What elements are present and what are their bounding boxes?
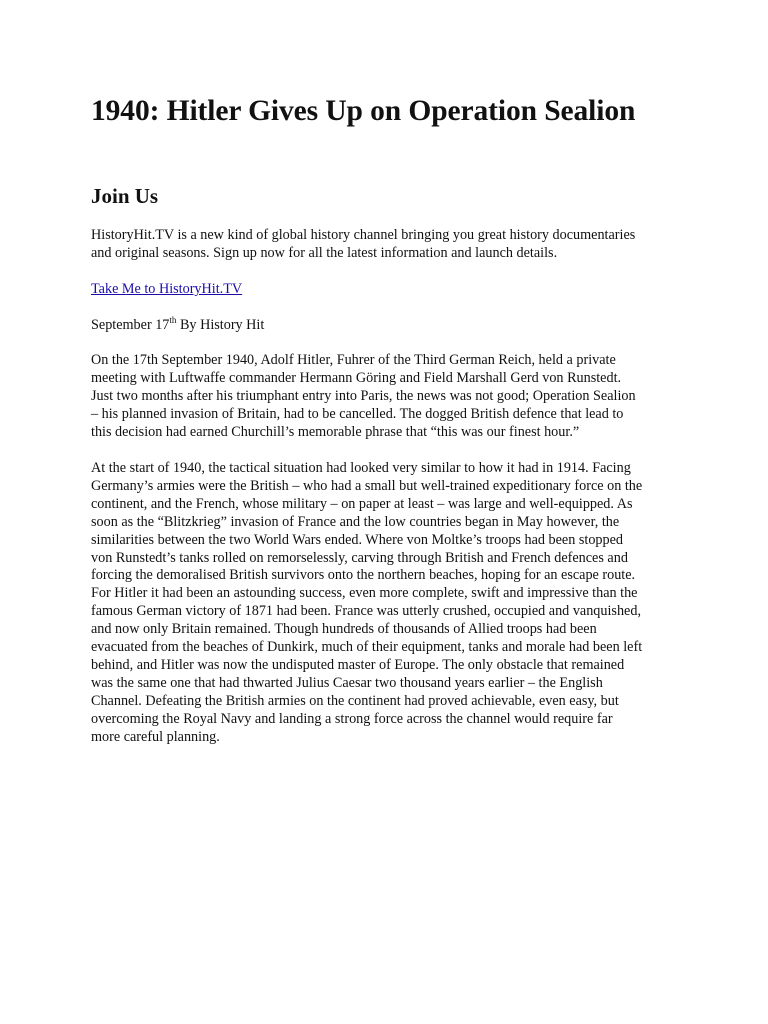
intro-line: and original seasons. Sign up now for all the latest information and launch details. [91, 244, 558, 261]
byline-date-suffix: th [169, 315, 177, 325]
paragraph-line: evacuated from the beaches of Dunkirk, much of their equipment, tanks and morale had been left [91, 639, 643, 656]
link-paragraph [91, 281, 687, 299]
paragraph-line: similarities between the two World Wars ended. Where von Moltke’s troops had been stopped [91, 531, 623, 548]
paragraph-line: von Runstedt’s tanks rolled on remorselessly, carving through British and French defences and [91, 549, 628, 566]
paragraph-line: At the start of 1940, the tactical situation had looked very similar to how it had in 1914. Facing [91, 460, 631, 476]
paragraph-line: behind, and Hitler was now the undisputed master of Europe. The only obstacle that remained [91, 656, 625, 673]
body-paragraph-2 [91, 460, 687, 747]
paragraph-line: Channel. Defeating the British armies on the continent had proved achievable, even easy, but [91, 692, 619, 709]
paragraph-line: this decision had earned Churchill’s memorable phrase that “this was our finest hour.” [91, 423, 580, 440]
paragraph-line: more careful planning. [91, 728, 220, 745]
byline-date: September 17 [91, 317, 170, 333]
paragraph-line: forcing the demoralised British survivors onto the northern beaches, hoping for an escape route. [91, 567, 636, 584]
paragraph-line: and now only Britain remained. Though hundreds of thousands of Allied troops had been [91, 621, 597, 638]
paragraph-line: Just two months after his triumphant entry into Paris, the news was not good; Operation Sealion [91, 387, 636, 404]
byline-author: By History Hit [176, 317, 265, 333]
body-paragraph-1 [91, 352, 687, 442]
paragraph-line: soon as the “Blitzkrieg” invasion of France and the low countries began in May however, the [91, 513, 620, 530]
page-title: 1940: Hitler Gives Up on Operation Sealion [91, 95, 636, 127]
byline [91, 317, 687, 335]
paragraph-line: overcoming the Royal Navy and landing a strong force across the channel would require far [91, 710, 613, 727]
paragraph-line: On the 17th September 1940, Adolf Hitler, Fuhrer of the Third German Reich, held a private [91, 352, 616, 368]
paragraph-line: Germany’s armies were the British – who had a small but well-trained expeditionary force on the [91, 477, 643, 494]
paragraph-line: was the same one that had thwarted Julius Caesar two thousand years earlier – the English [91, 674, 603, 691]
join-us-heading: Join Us [91, 184, 159, 208]
intro-line: HistoryHit.TV is a new kind of global history channel bringing you great history documentaries [91, 227, 636, 243]
paragraph-line: continent, and the French, whose military – on paper at least – was large and well-equipped. As [91, 495, 633, 512]
paragraph-line: – his planned invasion of Britain, had to be cancelled. The dogged British defence that lead to [91, 405, 624, 422]
paragraph-line: For Hitler it had been an astounding success, even more complete, swift and impressive than the [91, 585, 638, 602]
paragraph-line: famous German victory of 1871 had been. France was utterly crushed, occupied and vanquished, [91, 603, 641, 620]
intro-paragraph [91, 227, 687, 263]
paragraph-line: meeting with Luftwaffe commander Hermann Göring and Field Marshall Gerd von Runstedt. [91, 369, 622, 386]
historyhit-link[interactable]: Take Me to HistoryHit.TV [91, 281, 243, 297]
